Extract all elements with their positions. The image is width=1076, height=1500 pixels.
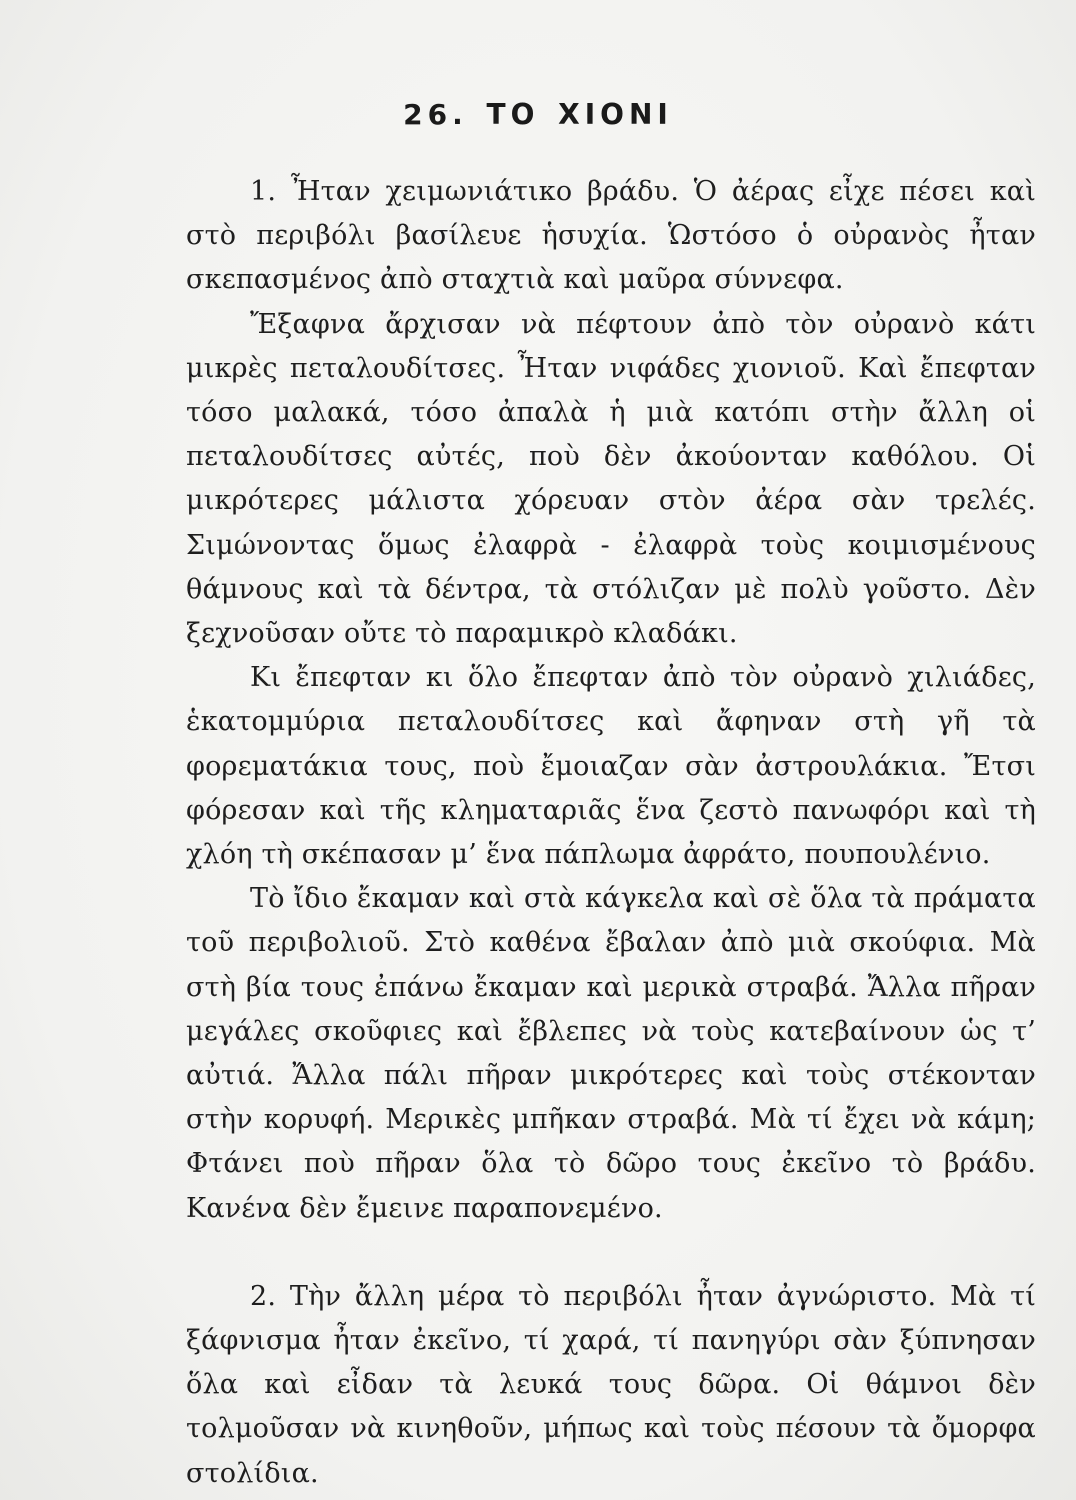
paragraph-2: Ἔξαφνα ἄρχισαν νὰ πέφτουν ἀπὸ τὸν οὐρανὸ κάτι μικρὲς πεταλουδίτσες. Ἦταν νιφάδες χιονιοῦ. Καὶ ἔπεφταν τόσο μαλακά, τόσο ἀπαλὰ ἡ μιὰ κατόπι στὴν ἄλλη οἱ πεταλουδίτσες αὐτές, ποὺ δὲν ἀκούονταν καθόλου. Οἱ μικρότερες μάλιστα χόρευαν στὸν ἀέρα σὰν τρελές. Σιμώνοντας ὅμως ἐλαφρὰ - ἐλαφρὰ τοὺς κοιμισμένους θάμνους καὶ τὰ δέντρα, τὰ στόλιζαν μὲ πολὺ γοῦστο. Δὲν ξεχνοῦσαν οὔτε τὸ παραμικρὸ κλαδάκι. [186, 308, 1036, 650]
chapter-title: 26. ΤΟ ΧΙΟΝΙ [403, 98, 673, 131]
paragraph-1: 1. Ἦταν χειμωνιάτικο βράδυ. Ὁ ἀέρας εἶχε πέσει καὶ στὸ περιβόλι βασίλευε ἡσυχία. Ὡστόσο ὁ οὐρανὸς ἦταν σκεπασμένος ἀπὸ σταχτιὰ καὶ μαῦρα σύννεφα. [186, 176, 1036, 296]
paragraph-3: Κι ἔπεφταν κι ὅλο ἔπεφταν ἀπὸ τὸν οὐρανὸ χιλιάδες, ἑκατομμύρια πεταλουδίτσες καὶ ἄφηναν στὴ γῆ τὰ φορεματάκια τους, ποὺ ἔμοιαζαν σὰν ἀστρουλάκια. Ἔτσι φόρεσαν καὶ τῆς κληματαριᾶς ἕνα ζεστὸ πανωφόρι καὶ τὴ χλόη τὴ σκέπασαν μ’ ἕνα πάπλωμα ἀφράτο, πουπουλένιο. [186, 662, 1036, 871]
chapter-body [186, 170, 1036, 1496]
paragraph-4: Τὸ ἴδιο ἔκαμαν καὶ στὰ κάγκελα καὶ σὲ ὅλα τὰ πράματα τοῦ περιβολιοῦ. Στὸ καθένα ἔβαλαν ἀπὸ μιὰ σκούφια. Μὰ στὴ βία τους ἐπάνω ἔκαμαν καὶ μερικὰ στραβά. Ἄλλα πῆραν μεγάλες σκοῦφιες καὶ ἔβλεπες νὰ τοὺς κατεβαίνουν ὡς τ’ αὐτιά. Ἄλλα πάλι πῆραν μικρότερες καὶ τοὺς στέκονταν στὴν κορυφή. Μερικὲς μπῆκαν στραβά. Μὰ τί ἔχει νὰ κάμη; Φτάνει ποὺ πῆραν ὅλα τὸ δῶρο τους ἐκεῖνο τὸ βράδυ. Κανένα δὲν ἔμεινε παραπονεμένο. [186, 883, 1036, 1224]
paragraph-5: 2. Τὴν ἄλλη μέρα τὸ περιβόλι ἦταν ἀγνώριστο. Μὰ τί ξάφνισμα ἦταν ἐκεῖνο, τί χαρά, τί πανηγύρι σὰν ξύπνησαν ὅλα καὶ εἶδαν τὰ λευκά τους δῶρα. Οἱ θάμνοι δὲν τολμοῦσαν νὰ κινηθοῦν, μήπως καὶ τοὺς πέσουν τὰ ὄμορφα στολίδια. [186, 1280, 1036, 1489]
